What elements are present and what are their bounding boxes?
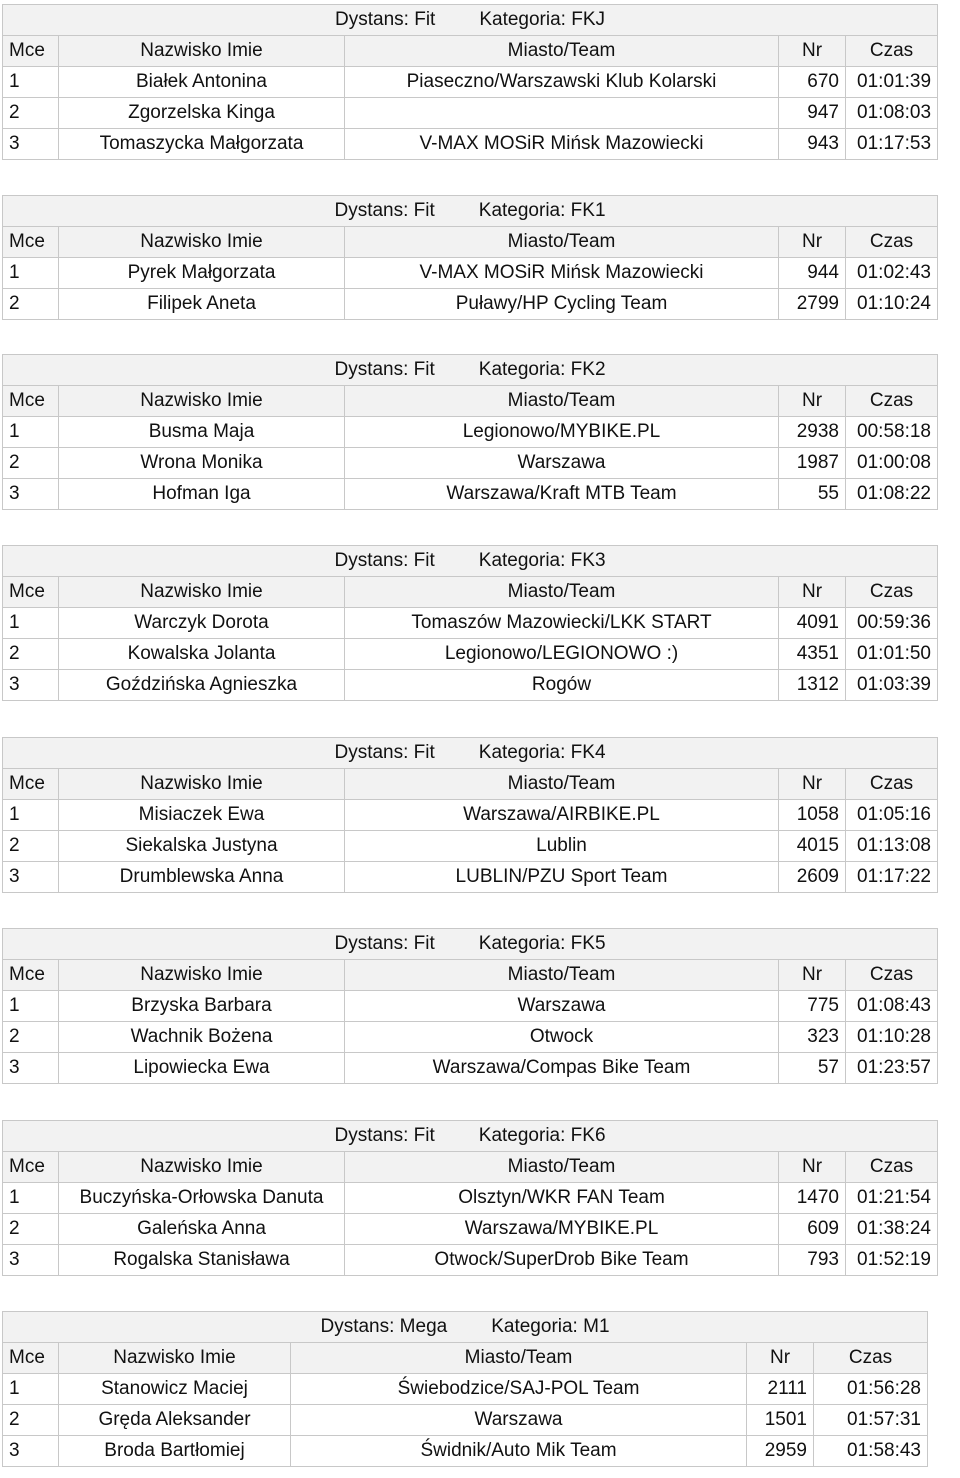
cell-name: Kowalska Jolanta bbox=[59, 639, 345, 670]
cell-nr: 944 bbox=[779, 258, 846, 289]
table-row bbox=[3, 1405, 928, 1436]
results-table bbox=[2, 354, 938, 510]
kategoria-label: Kategoria: FK1 bbox=[478, 200, 606, 221]
cell-name: Rogalska Stanisława bbox=[59, 1245, 345, 1276]
cell-team: Olsztyn/WKR FAN Team bbox=[345, 1183, 779, 1214]
column-header-row bbox=[3, 577, 938, 608]
category-caption-row bbox=[3, 546, 938, 577]
category-caption-row bbox=[3, 929, 938, 960]
cell-name: Drumblewska Anna bbox=[59, 862, 345, 893]
cell-nr: 2799 bbox=[779, 289, 846, 320]
header-mce: Mce bbox=[3, 1152, 59, 1183]
cell-name: Filipek Aneta bbox=[59, 289, 345, 320]
dystans-label: Dystans: Fit bbox=[334, 550, 435, 571]
header-czas: Czas bbox=[846, 769, 938, 800]
header-mce: Mce bbox=[3, 36, 59, 67]
cell-mce: 2 bbox=[3, 98, 59, 129]
cell-mce: 2 bbox=[3, 289, 59, 320]
cell-czas: 00:58:18 bbox=[846, 417, 938, 448]
cell-mce: 3 bbox=[3, 1436, 59, 1467]
header-team: Miasto/Team bbox=[345, 227, 779, 258]
header-nr: Nr bbox=[779, 960, 846, 991]
table-row bbox=[3, 98, 938, 129]
cell-nr: 609 bbox=[779, 1214, 846, 1245]
cell-nr: 2938 bbox=[779, 417, 846, 448]
column-header-row bbox=[3, 386, 938, 417]
cell-team: Warszawa/Compas Bike Team bbox=[345, 1053, 779, 1084]
cell-mce: 1 bbox=[3, 608, 59, 639]
cell-mce: 3 bbox=[3, 862, 59, 893]
cell-name: Gręda Aleksander bbox=[59, 1405, 291, 1436]
cell-name: Stanowicz Maciej bbox=[59, 1374, 291, 1405]
cell-name: Brzyska Barbara bbox=[59, 991, 345, 1022]
header-nr: Nr bbox=[779, 769, 846, 800]
cell-mce: 2 bbox=[3, 448, 59, 479]
cell-mce: 3 bbox=[3, 129, 59, 160]
cell-czas: 01:52:19 bbox=[846, 1245, 938, 1276]
column-header-row bbox=[3, 36, 938, 67]
cell-czas: 01:01:50 bbox=[846, 639, 938, 670]
cell-team: Lublin bbox=[345, 831, 779, 862]
cell-nr: 323 bbox=[779, 1022, 846, 1053]
cell-team: Otwock bbox=[345, 1022, 779, 1053]
table-row bbox=[3, 289, 938, 320]
column-header-row bbox=[3, 1152, 938, 1183]
cell-mce: 1 bbox=[3, 1183, 59, 1214]
cell-nr: 1470 bbox=[779, 1183, 846, 1214]
dystans-label: Dystans: Fit bbox=[334, 359, 435, 380]
cell-team: Puławy/HP Cycling Team bbox=[345, 289, 779, 320]
header-team: Miasto/Team bbox=[345, 36, 779, 67]
table-row bbox=[3, 1436, 928, 1467]
cell-team: V-MAX MOSiR Mińsk Mazowiecki bbox=[345, 129, 779, 160]
table-row bbox=[3, 800, 938, 831]
category-caption bbox=[3, 738, 938, 769]
cell-name: Goździńska Agnieszka bbox=[59, 670, 345, 701]
cell-czas: 01:21:54 bbox=[846, 1183, 938, 1214]
column-header-row bbox=[3, 769, 938, 800]
cell-team: Legionowo/LEGIONOWO :) bbox=[345, 639, 779, 670]
cell-team: Warszawa bbox=[291, 1405, 747, 1436]
cell-czas: 01:03:39 bbox=[846, 670, 938, 701]
cell-mce: 2 bbox=[3, 1214, 59, 1245]
header-mce: Mce bbox=[3, 960, 59, 991]
cell-name: Białek Antonina bbox=[59, 67, 345, 98]
header-mce: Mce bbox=[3, 227, 59, 258]
dystans-label: Dystans: Fit bbox=[334, 742, 435, 763]
cell-team: Świdnik/Auto Mik Team bbox=[291, 1436, 747, 1467]
cell-team: Tomaszów Mazowiecki/LKK START bbox=[345, 608, 779, 639]
cell-team: Warszawa/Kraft MTB Team bbox=[345, 479, 779, 510]
cell-team: Warszawa/AIRBIKE.PL bbox=[345, 800, 779, 831]
cell-czas: 01:08:03 bbox=[846, 98, 938, 129]
cell-name: Buczyńska-Orłowska Danuta bbox=[59, 1183, 345, 1214]
table-row bbox=[3, 258, 938, 289]
dystans-label: Dystans: Fit bbox=[334, 933, 435, 954]
category-caption bbox=[3, 5, 938, 36]
cell-nr: 4351 bbox=[779, 639, 846, 670]
kategoria-label: Kategoria: FKJ bbox=[479, 9, 605, 30]
column-header-row bbox=[3, 960, 938, 991]
cell-name: Broda Bartłomiej bbox=[59, 1436, 291, 1467]
table-row bbox=[3, 129, 938, 160]
cell-czas: 01:17:22 bbox=[846, 862, 938, 893]
header-nr: Nr bbox=[779, 36, 846, 67]
category-caption-row bbox=[3, 1121, 938, 1152]
table-row bbox=[3, 608, 938, 639]
header-team: Miasto/Team bbox=[291, 1343, 747, 1374]
table-row bbox=[3, 67, 938, 98]
header-name: Nazwisko Imie bbox=[59, 386, 345, 417]
cell-nr: 943 bbox=[779, 129, 846, 160]
cell-mce: 2 bbox=[3, 831, 59, 862]
cell-team: Otwock/SuperDrob Bike Team bbox=[345, 1245, 779, 1276]
results-table bbox=[2, 1311, 928, 1467]
cell-nr: 2111 bbox=[747, 1374, 814, 1405]
cell-nr: 57 bbox=[779, 1053, 846, 1084]
cell-czas: 01:10:28 bbox=[846, 1022, 938, 1053]
cell-czas: 01:38:24 bbox=[846, 1214, 938, 1245]
header-nr: Nr bbox=[779, 577, 846, 608]
cell-czas: 01:08:43 bbox=[846, 991, 938, 1022]
table-row bbox=[3, 991, 938, 1022]
category-caption-row bbox=[3, 196, 938, 227]
cell-czas: 01:05:16 bbox=[846, 800, 938, 831]
cell-mce: 1 bbox=[3, 1374, 59, 1405]
category-caption-row bbox=[3, 355, 938, 386]
cell-team: Świebodzice/SAJ-POL Team bbox=[291, 1374, 747, 1405]
cell-nr: 1987 bbox=[779, 448, 846, 479]
cell-mce: 3 bbox=[3, 1053, 59, 1084]
cell-nr: 947 bbox=[779, 98, 846, 129]
header-name: Nazwisko Imie bbox=[59, 1152, 345, 1183]
cell-nr: 4091 bbox=[779, 608, 846, 639]
cell-team bbox=[345, 98, 779, 129]
column-header-row bbox=[3, 1343, 928, 1374]
results-table bbox=[2, 195, 938, 320]
kategoria-label: Kategoria: FK6 bbox=[478, 1125, 606, 1146]
cell-czas: 01:17:53 bbox=[846, 129, 938, 160]
header-name: Nazwisko Imie bbox=[59, 960, 345, 991]
kategoria-label: Kategoria: FK2 bbox=[478, 359, 606, 380]
cell-czas: 00:59:36 bbox=[846, 608, 938, 639]
dystans-label: Dystans: Fit bbox=[334, 1125, 435, 1146]
cell-team: Legionowo/MYBIKE.PL bbox=[345, 417, 779, 448]
cell-mce: 1 bbox=[3, 991, 59, 1022]
header-team: Miasto/Team bbox=[345, 1152, 779, 1183]
header-czas: Czas bbox=[846, 386, 938, 417]
cell-team: Warszawa bbox=[345, 991, 779, 1022]
cell-nr: 1501 bbox=[747, 1405, 814, 1436]
category-caption-row bbox=[3, 738, 938, 769]
cell-nr: 1058 bbox=[779, 800, 846, 831]
results-table bbox=[2, 737, 938, 893]
category-caption bbox=[3, 1312, 928, 1343]
cell-name: Lipowiecka Ewa bbox=[59, 1053, 345, 1084]
category-caption bbox=[3, 929, 938, 960]
cell-mce: 3 bbox=[3, 670, 59, 701]
table-row bbox=[3, 862, 938, 893]
cell-name: Wrona Monika bbox=[59, 448, 345, 479]
header-mce: Mce bbox=[3, 577, 59, 608]
cell-nr: 4015 bbox=[779, 831, 846, 862]
cell-mce: 1 bbox=[3, 67, 59, 98]
cell-name: Zgorzelska Kinga bbox=[59, 98, 345, 129]
cell-czas: 01:57:31 bbox=[814, 1405, 928, 1436]
header-nr: Nr bbox=[779, 1152, 846, 1183]
header-team: Miasto/Team bbox=[345, 577, 779, 608]
dystans-label: Dystans: Fit bbox=[334, 200, 435, 221]
cell-name: Busma Maja bbox=[59, 417, 345, 448]
kategoria-label: Kategoria: FK5 bbox=[478, 933, 606, 954]
header-czas: Czas bbox=[846, 227, 938, 258]
table-row bbox=[3, 479, 938, 510]
cell-mce: 3 bbox=[3, 1245, 59, 1276]
cell-czas: 01:02:43 bbox=[846, 258, 938, 289]
cell-nr: 1312 bbox=[779, 670, 846, 701]
cell-czas: 01:10:24 bbox=[846, 289, 938, 320]
cell-mce: 3 bbox=[3, 479, 59, 510]
category-caption bbox=[3, 546, 938, 577]
cell-name: Misiaczek Ewa bbox=[59, 800, 345, 831]
kategoria-label: Kategoria: M1 bbox=[491, 1316, 610, 1337]
dystans-label: Dystans: Mega bbox=[320, 1316, 448, 1337]
header-mce: Mce bbox=[3, 769, 59, 800]
cell-czas: 01:13:08 bbox=[846, 831, 938, 862]
cell-team: V-MAX MOSiR Mińsk Mazowiecki bbox=[345, 258, 779, 289]
table-row bbox=[3, 639, 938, 670]
header-nr: Nr bbox=[747, 1343, 814, 1374]
header-name: Nazwisko Imie bbox=[59, 227, 345, 258]
header-mce: Mce bbox=[3, 386, 59, 417]
header-name: Nazwisko Imie bbox=[59, 1343, 291, 1374]
cell-mce: 1 bbox=[3, 417, 59, 448]
category-caption bbox=[3, 196, 938, 227]
cell-czas: 01:00:08 bbox=[846, 448, 938, 479]
cell-mce: 1 bbox=[3, 258, 59, 289]
header-czas: Czas bbox=[846, 1152, 938, 1183]
cell-nr: 793 bbox=[779, 1245, 846, 1276]
table-row bbox=[3, 448, 938, 479]
header-team: Miasto/Team bbox=[345, 769, 779, 800]
cell-name: Warczyk Dorota bbox=[59, 608, 345, 639]
kategoria-label: Kategoria: FK3 bbox=[478, 550, 606, 571]
table-row bbox=[3, 1374, 928, 1405]
table-row bbox=[3, 1245, 938, 1276]
cell-czas: 01:56:28 bbox=[814, 1374, 928, 1405]
header-czas: Czas bbox=[814, 1343, 928, 1374]
cell-team: LUBLIN/PZU Sport Team bbox=[345, 862, 779, 893]
table-row bbox=[3, 831, 938, 862]
cell-czas: 01:01:39 bbox=[846, 67, 938, 98]
category-caption bbox=[3, 355, 938, 386]
cell-team: Rogów bbox=[345, 670, 779, 701]
column-header-row bbox=[3, 227, 938, 258]
results-table bbox=[2, 928, 938, 1084]
header-name: Nazwisko Imie bbox=[59, 769, 345, 800]
header-team: Miasto/Team bbox=[345, 960, 779, 991]
category-caption bbox=[3, 1121, 938, 1152]
header-name: Nazwisko Imie bbox=[59, 577, 345, 608]
header-mce: Mce bbox=[3, 1343, 59, 1374]
cell-name: Pyrek Małgorzata bbox=[59, 258, 345, 289]
results-table bbox=[2, 4, 938, 160]
header-nr: Nr bbox=[779, 386, 846, 417]
header-czas: Czas bbox=[846, 36, 938, 67]
cell-team: Piaseczno/Warszawski Klub Kolarski bbox=[345, 67, 779, 98]
cell-czas: 01:23:57 bbox=[846, 1053, 938, 1084]
table-row bbox=[3, 1183, 938, 1214]
cell-nr: 775 bbox=[779, 991, 846, 1022]
cell-czas: 01:08:22 bbox=[846, 479, 938, 510]
cell-mce: 2 bbox=[3, 1405, 59, 1436]
cell-mce: 1 bbox=[3, 800, 59, 831]
cell-nr: 2609 bbox=[779, 862, 846, 893]
cell-team: Warszawa bbox=[345, 448, 779, 479]
cell-nr: 670 bbox=[779, 67, 846, 98]
category-caption-row bbox=[3, 5, 938, 36]
table-row bbox=[3, 670, 938, 701]
cell-nr: 55 bbox=[779, 479, 846, 510]
table-row bbox=[3, 1022, 938, 1053]
results-table bbox=[2, 545, 938, 701]
header-name: Nazwisko Imie bbox=[59, 36, 345, 67]
cell-name: Siekalska Justyna bbox=[59, 831, 345, 862]
header-team: Miasto/Team bbox=[345, 386, 779, 417]
cell-name: Wachnik Bożena bbox=[59, 1022, 345, 1053]
header-nr: Nr bbox=[779, 227, 846, 258]
results-table bbox=[2, 1120, 938, 1276]
kategoria-label: Kategoria: FK4 bbox=[478, 742, 606, 763]
category-caption-row bbox=[3, 1312, 928, 1343]
cell-nr: 2959 bbox=[747, 1436, 814, 1467]
cell-name: Hofman Iga bbox=[59, 479, 345, 510]
cell-mce: 2 bbox=[3, 1022, 59, 1053]
table-row bbox=[3, 1214, 938, 1245]
cell-mce: 2 bbox=[3, 639, 59, 670]
table-row bbox=[3, 1053, 938, 1084]
cell-czas: 01:58:43 bbox=[814, 1436, 928, 1467]
table-row bbox=[3, 417, 938, 448]
cell-name: Galeńska Anna bbox=[59, 1214, 345, 1245]
header-czas: Czas bbox=[846, 960, 938, 991]
dystans-label: Dystans: Fit bbox=[335, 9, 436, 30]
cell-name: Tomaszycka Małgorzata bbox=[59, 129, 345, 160]
header-czas: Czas bbox=[846, 577, 938, 608]
cell-team: Warszawa/MYBIKE.PL bbox=[345, 1214, 779, 1245]
